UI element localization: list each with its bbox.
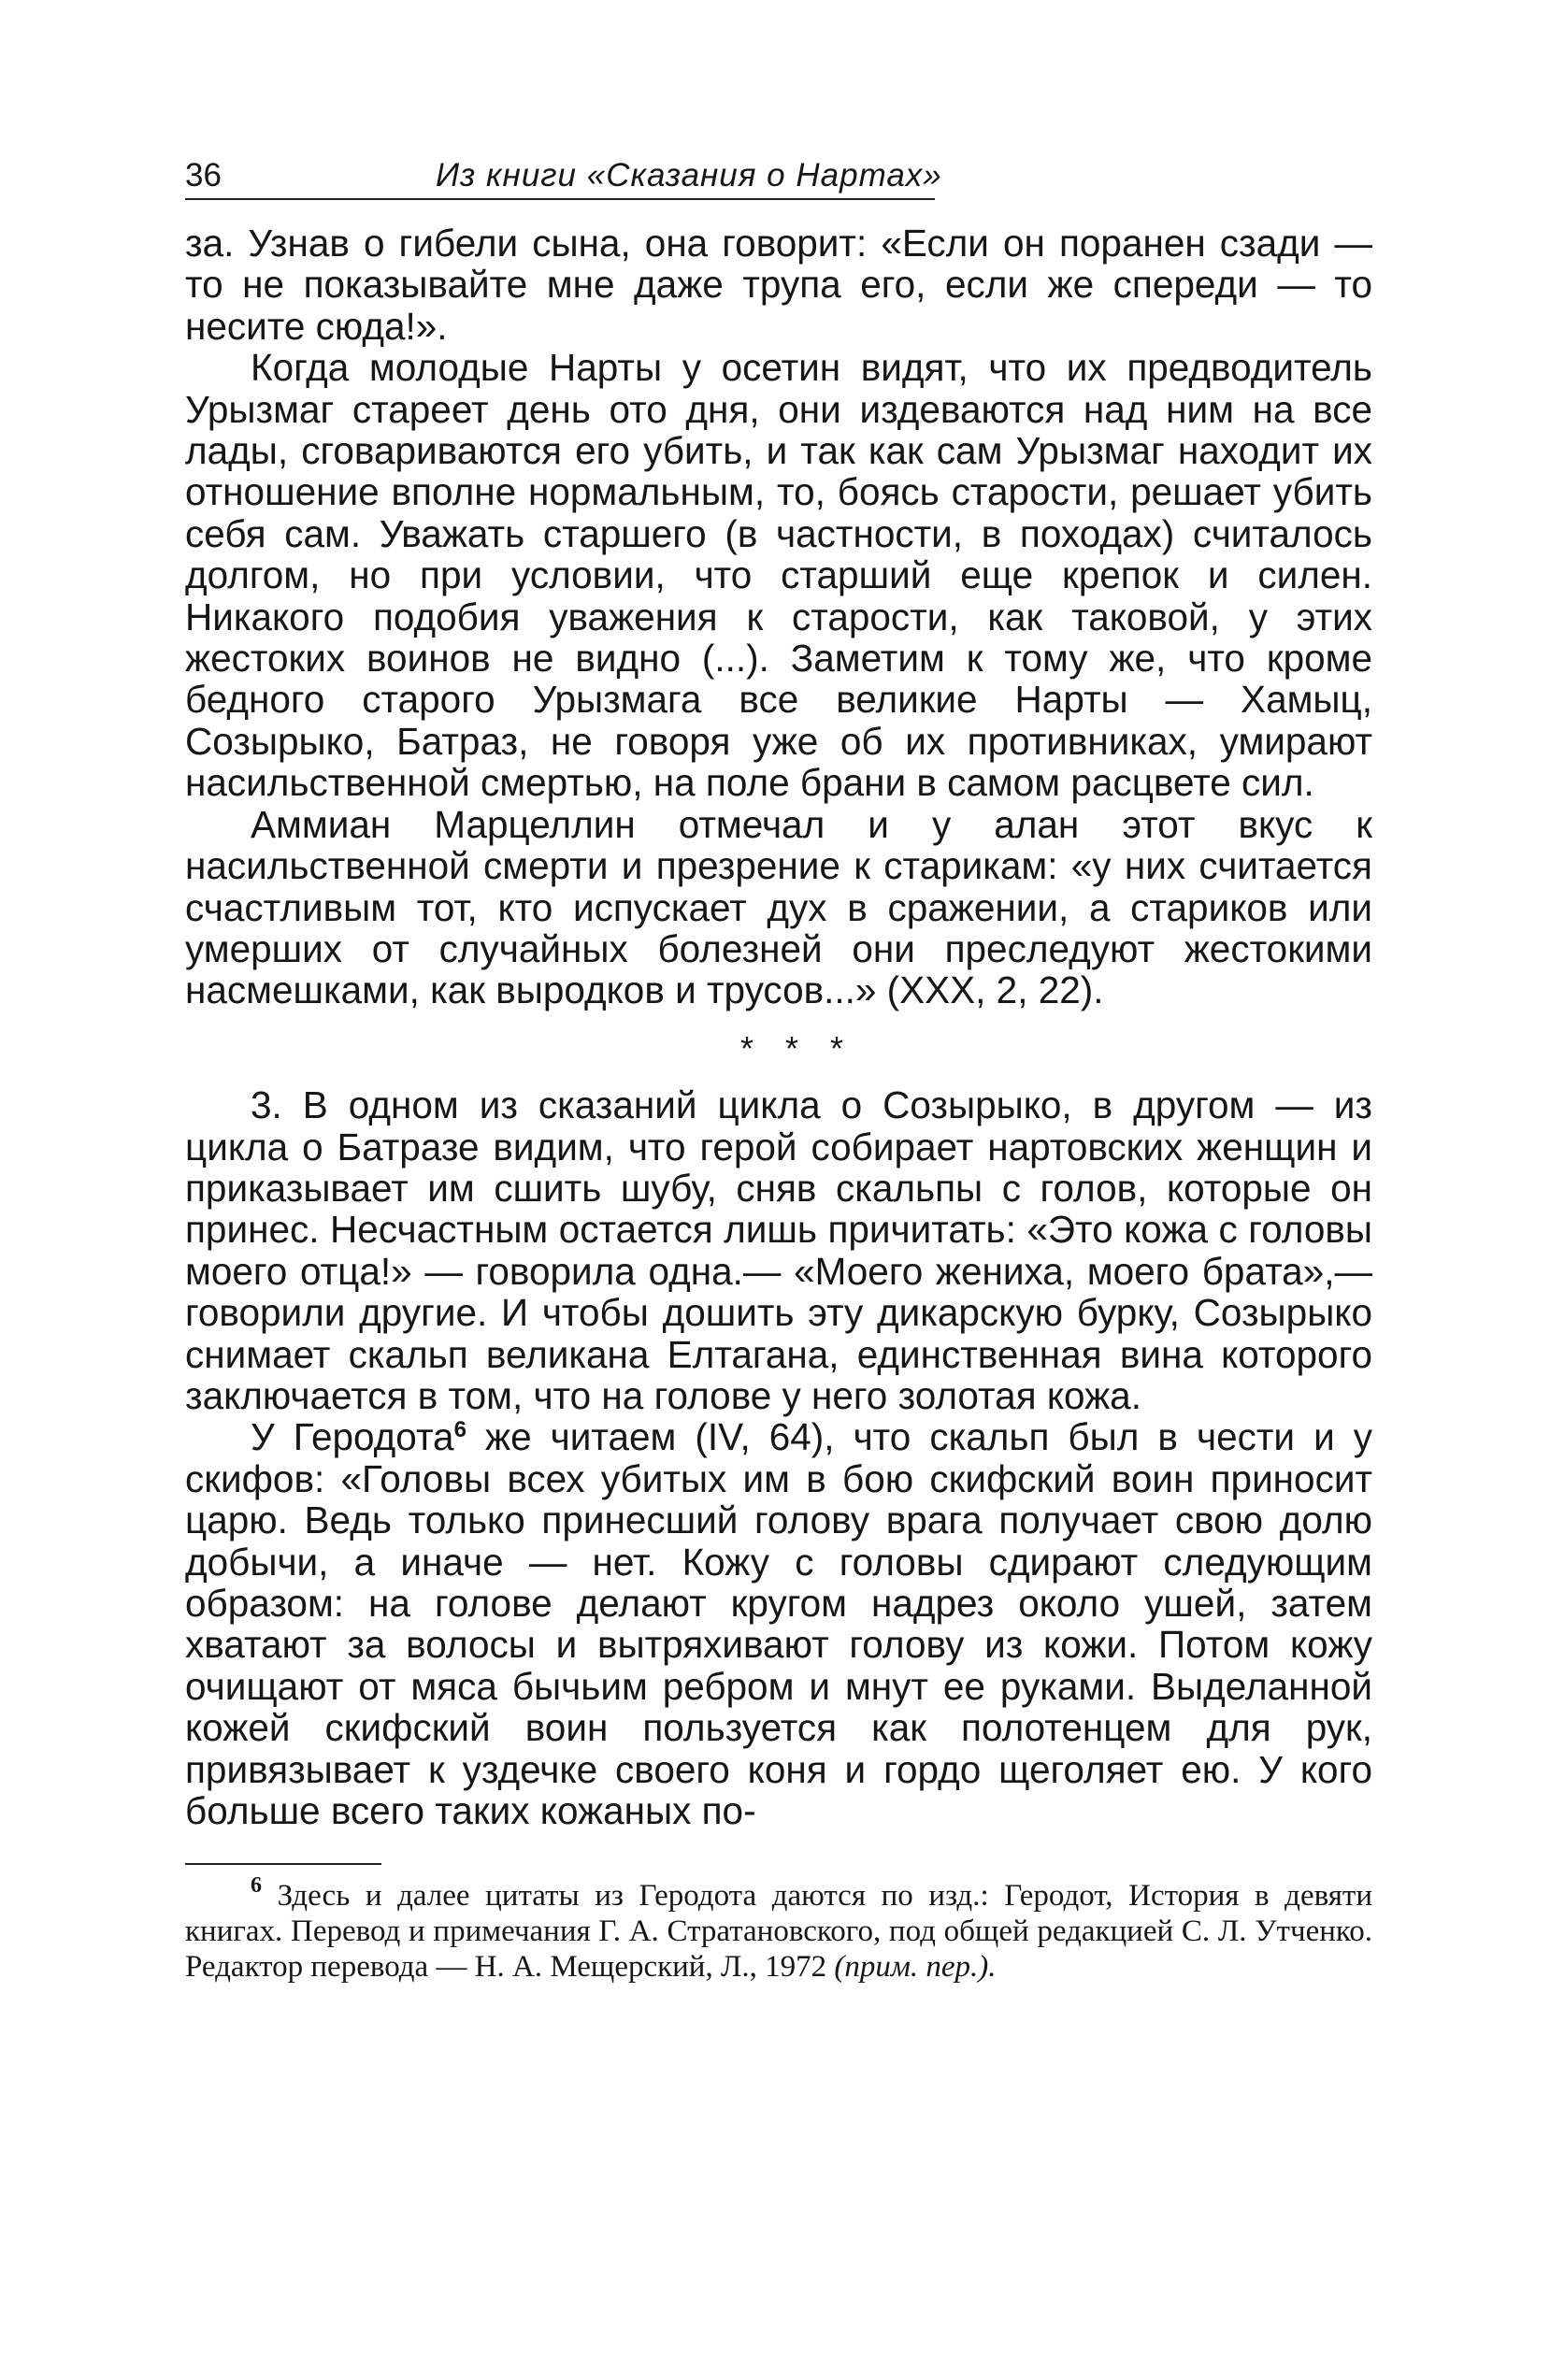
footnote-translator-note: (прим. пер.).: [834, 1950, 997, 1985]
running-title: Из книги «Сказания о Нартах»: [436, 157, 942, 194]
page-header: [185, 140, 1372, 196]
footnote-ref: 6: [453, 1417, 466, 1443]
paragraph-herodotus: [185, 1416, 1372, 1831]
header-rule: [185, 198, 935, 200]
main-text: [185, 222, 1372, 1831]
paragraph-continued: за. Узнав о гибели сына, она говорит: «Если он поранен сзади — то не показывайте мне даже трупа его, если же спереди — то несите сюда!».: [185, 222, 1372, 348]
footnote: [185, 1873, 1372, 1985]
paragraph-urizmag: Когда молодые Нарты у осетин видят, что их предводитель Урызмаг стареет день ото дня, они издеваются над ним на все лады, сговариваются его убить, и так как сам Урызмаг находит их отношение вполне нормальным, то, боясь старости, решает убить себя сам. Уважать старшего (в частности, в походах) считалось долгом, но при условии, что старший еще крепок и силен. Никакого подобия уважения к старости, как таковой, у этих жестоких воинов не видно (...). Заметим к тому же, что кроме бедного старого Урызмага все великие Нарты — Хамыц, Созырыко, Батраз, не говоря уже об их противниках, умирают насильственной смертью, на поле брани в самом расцвете сил.: [185, 346, 1372, 805]
paragraph-ammianus: Аммиан Марцеллин отмечал и у алан этот вкус к насильственной смерти и презрение к старикам: «у них считается счастливым тот, кто испускает дух в сражении, а стариков или умерших от случайных болезней они преследуют жестокими насмешками, как выродков и трусов...» (XXX, 2, 22).: [185, 802, 1372, 1012]
paragraph-section-3: 3. В одном из сказаний цикла о Созырыко, в другом — из цикла о Батразе видим, что герой собирает нартовских женщин и приказывает им сшить шубу, сняв скальпы с голов, которые он принес. Несчастным остается лишь причитать: «Это кожа с головы моего отца!» — говорила одна.— «Моего жениха, моего брата»,— говорили другие. И чтобы дошить эту дикарскую бурку, Созырыко снимает скальп великана Елтагана, единственная вина которого заключается в том, что на голове у него золотая кожа.: [185, 1083, 1372, 1417]
herodotus-quote: же читаем (IV, 64), что скальп был в чести и у скифов: «Головы всех убитых им в бою скифский воин приносит царю. Ведь только принесший голову врага получает свою долю добычи, а иначе — нет. Кожу с головы сдирают следующим образом: на голове делают кругом надрез около ушей, затем хватают за волосы и вытряхивают голову из кожи. Потом кожу очищают от мяса бычьим ребром и мнут ее руками. Выделанной кожей скифский воин пользуется как полотенцем для рук, привязывает к уздечке своего коня и гордо щеголяет ею. У кого больше всего таких кожаных по-: [185, 1415, 1373, 1833]
herodotus-intro: У Геродота: [251, 1415, 454, 1459]
page-number: 36: [185, 157, 222, 194]
section-separator: * * *: [739, 1028, 855, 1068]
footnote-text: Здесь и далее цитаты из Геродота даются по изд.: Геродот, История в девяти книгах. Перевод и примечания Г. А. Стратановского, под общей редакцией С. Л. Утченко. Редактор перевода — Н. А. Мещерский, Л., 1972: [185, 1879, 1372, 1985]
footnote-marker: 6: [251, 1873, 262, 1899]
book-page: [185, 140, 1372, 1985]
footnote-rule: [185, 1863, 381, 1865]
